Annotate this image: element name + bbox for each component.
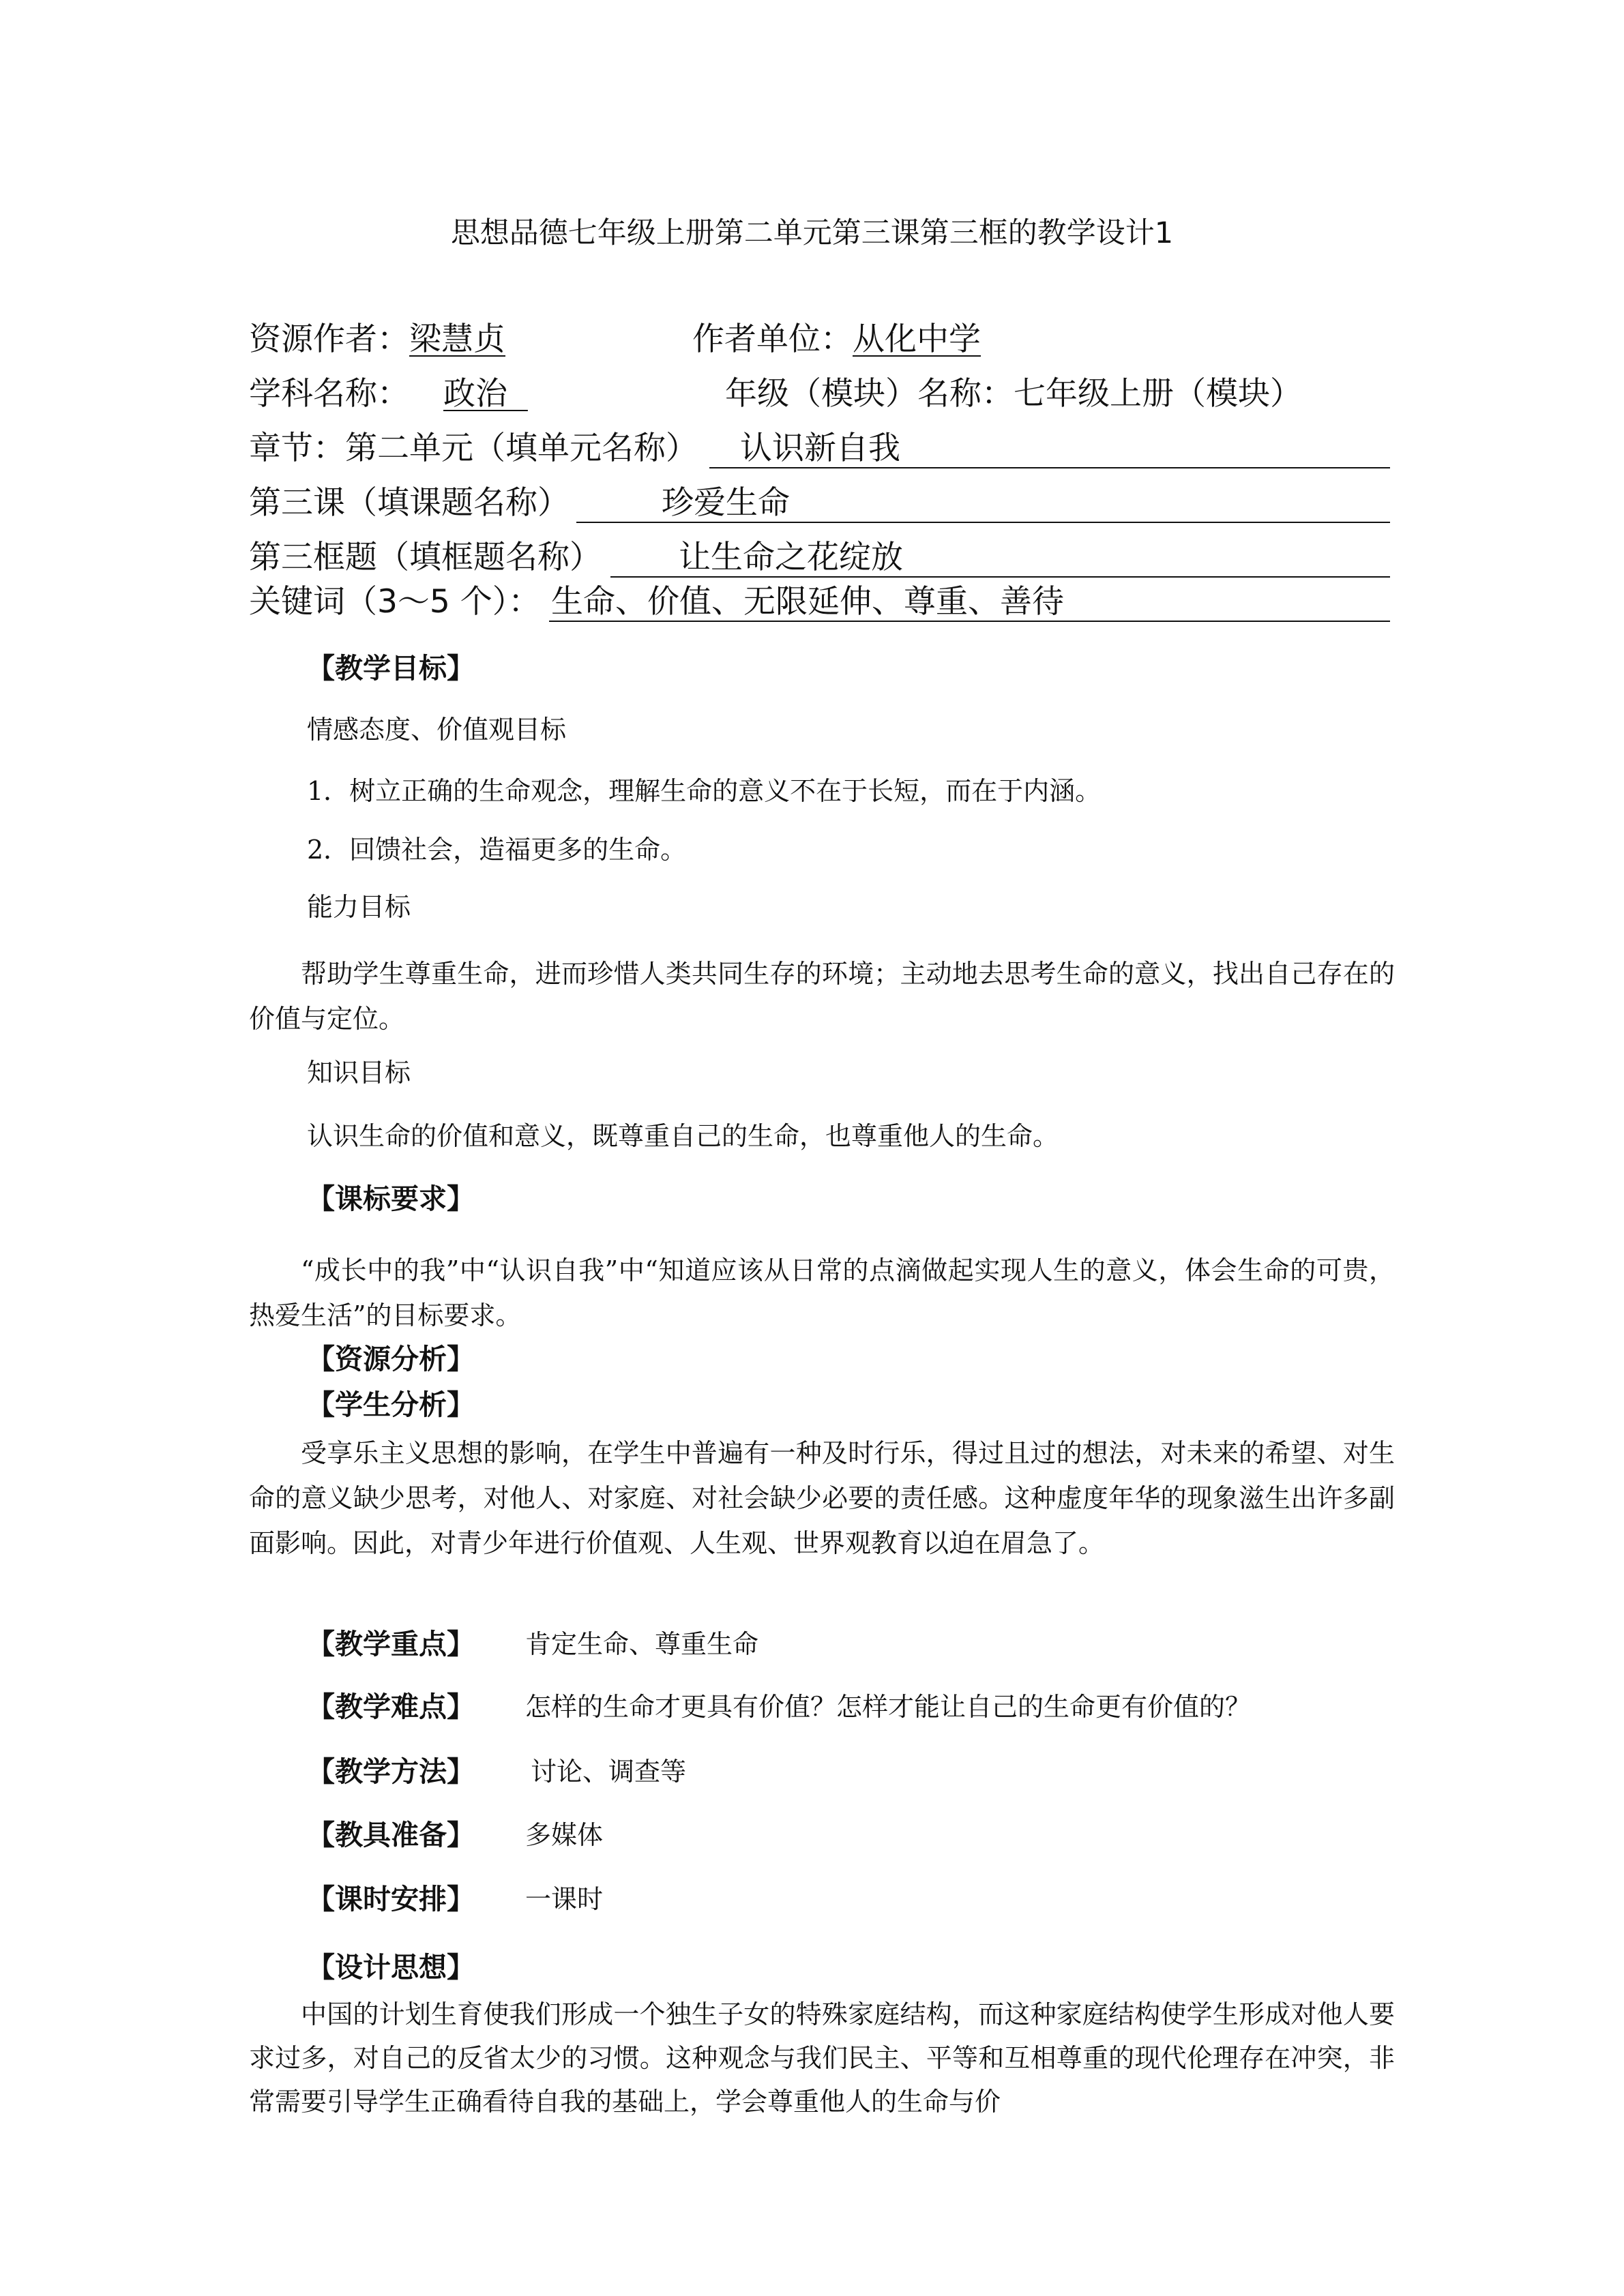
difficulty-title: 【教学难点】 xyxy=(307,1690,475,1723)
subject-value-wrap xyxy=(443,374,528,415)
lesson-underline xyxy=(576,522,1390,523)
subject-value: 政治 xyxy=(443,375,507,413)
standard-title: 【课标要求】 xyxy=(307,1182,475,1215)
lesson-label: 第三课（填课题名称） xyxy=(249,484,570,522)
grade-label: 年级（模块）名称： xyxy=(725,375,1014,413)
emotion-goal-1: 1．树立正确的生命观念，理解生命的意义不在于长短，而在于内涵。 xyxy=(307,776,1102,806)
tools-text: 多媒体 xyxy=(525,1820,604,1850)
goals-title: 【教学目标】 xyxy=(307,652,475,685)
knowledge-text: 认识生命的价值和意义，既尊重自己的生命，也尊重他人的生命。 xyxy=(307,1121,1059,1151)
unit-row xyxy=(692,319,981,360)
unit-value: 从化中学 xyxy=(853,320,981,358)
lesson-row xyxy=(249,483,570,524)
emotion-goal-2: 2．回馈社会，造福更多的生命。 xyxy=(307,835,687,865)
lesson-value: 珍爱生命 xyxy=(662,484,790,522)
keywords-row xyxy=(249,582,540,623)
frame-underline xyxy=(610,576,1390,578)
chapter-value: 认识新自我 xyxy=(740,430,900,467)
student-title: 【学生分析】 xyxy=(307,1388,475,1421)
chapter-row xyxy=(249,428,698,469)
subject-row xyxy=(249,374,409,415)
grade-row xyxy=(725,374,1302,415)
grade-value: 七年级上册（模块） xyxy=(1014,375,1302,413)
method-title: 【教学方法】 xyxy=(307,1755,475,1788)
schedule-title: 【课时安排】 xyxy=(307,1883,475,1915)
author-row xyxy=(249,319,505,360)
method-text: 讨论、调查等 xyxy=(531,1757,687,1787)
document-title: 思想品德七年级上册第二单元第三课第三框的教学设计1 xyxy=(450,216,1174,250)
ability-heading: 能力目标 xyxy=(307,892,411,922)
unit-label: 作者单位： xyxy=(692,320,853,358)
author-label: 资源作者： xyxy=(249,320,409,358)
frame-label: 第三框题（填框题名称） xyxy=(249,539,602,576)
focus-text: 肯定生命、尊重生命 xyxy=(525,1629,759,1659)
chapter-label: 章节：第二单元（填单元名称） xyxy=(249,430,698,467)
resource-title: 【资源分析】 xyxy=(307,1343,475,1375)
standard-text: “成长中的我”中“认识自我”中“知道应该从日常的点滴做起实现人生的意义，体会生命的可贵，热爱生活”的目标要求。 xyxy=(249,1255,1395,1330)
tools-title: 【教具准备】 xyxy=(307,1819,475,1851)
keywords-value: 生命、价值、无限延伸、尊重、善待 xyxy=(551,583,1064,621)
author-value: 梁慧贞 xyxy=(409,320,505,358)
frame-row xyxy=(249,537,602,578)
subject-label: 学科名称： xyxy=(249,375,409,413)
difficulty-text: 怎样的生命才更具有价值？怎样才能让自己的生命更有价值的？ xyxy=(525,1692,1252,1722)
chapter-underline xyxy=(709,467,1390,468)
schedule-text: 一课时 xyxy=(525,1884,604,1914)
keywords-label: 关键词（3～5 个）： xyxy=(249,583,541,621)
student-text: 受享乐主义思想的影响，在学生中普遍有一种及时行乐，得过且过的想法，对未来的希望、对生命的意义缺少思考，对他人、对家庭、对社会缺少必要的责任感。这种虚度年华的现象滋生出许多副面影响。因此，对青少年进行价值观、人生观、世界观教育以迫在眉急了。 xyxy=(249,1438,1395,1558)
frame-value: 让生命之花绽放 xyxy=(679,539,903,576)
emotion-heading: 情感态度、价值观目标 xyxy=(307,715,567,745)
keywords-underline xyxy=(549,621,1390,622)
design-text: 中国的计划生育使我们形成一个独生子女的特殊家庭结构，而这种家庭结构使学生形成对他人要求过多，对自己的反省太少的习惯。这种观念与我们民主、平等和互相尊重的现代伦理存在冲突，非常需要引导学生正确看待自我的基础上，学会尊重他人的生命与价 xyxy=(249,1999,1395,2117)
knowledge-heading: 知识目标 xyxy=(307,1058,411,1088)
ability-text: 帮助学生尊重生命，进而珍惜人类共同生存的环境；主动地去思考生命的意义，找出自己存在的价值与定位。 xyxy=(249,959,1395,1034)
design-title: 【设计思想】 xyxy=(307,1951,475,1984)
focus-title: 【教学重点】 xyxy=(307,1628,475,1660)
